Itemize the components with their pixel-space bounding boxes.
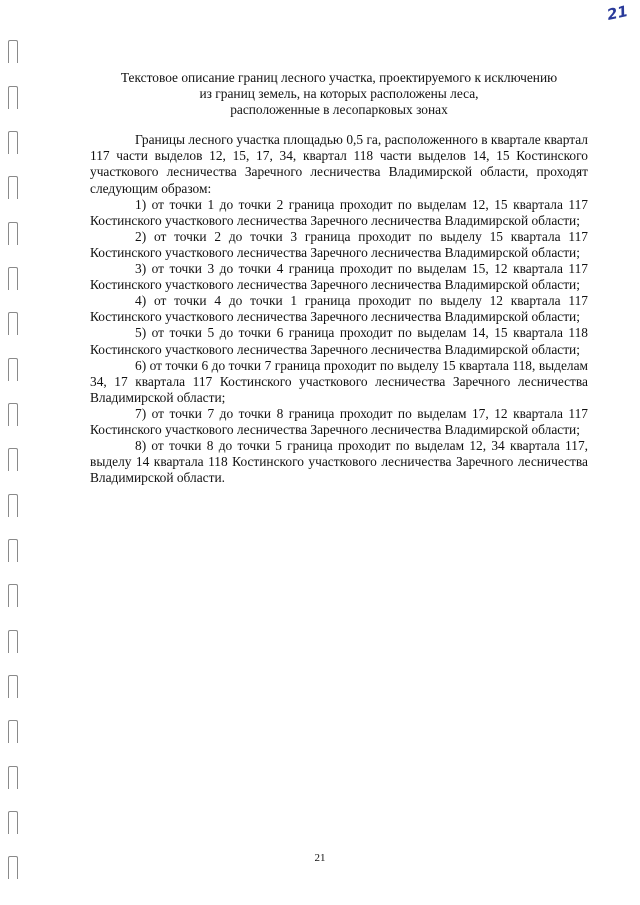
- title-line-2: из границ земель, на которых расположены леса,: [199, 86, 479, 102]
- title-line-3: расположенные в лесопарковых зонах: [230, 102, 448, 118]
- page-number: 21: [314, 852, 326, 864]
- binding-hole: [8, 86, 18, 109]
- boundary-item-2: 2) от точки 2 до точки 3 граница проходит по выделу 15 квартала 117 Костинского участкового лесничества Заречного лесничества Владимирской области;: [90, 228, 588, 260]
- binding-hole: [8, 312, 18, 335]
- document-title: [90, 70, 588, 118]
- binding-hole: [8, 675, 18, 698]
- binding-hole: [8, 539, 18, 562]
- boundary-item-8: 8) от точки 8 до точки 5 граница проходит по выделам 12, 34 квартала 117, выделу 14 квартала 118 Костинского участкового лесничества Заречного лесничества Владимирской области.: [90, 438, 588, 486]
- boundary-item-1: 1) от точки 1 до точки 2 граница проходит по выделам 12, 15 квартала 117 Костинского участкового лесничества Заречного лесничества Владимирской области;: [90, 196, 588, 228]
- binding-hole: [8, 448, 18, 471]
- handwritten-page-number: 21: [605, 2, 630, 24]
- title-line-1: Текстовое описание границ лесного участка, проектируемого к исключению: [120, 70, 558, 85]
- binding-hole: [8, 630, 18, 653]
- boundary-item-3: 3) от точки 3 до точки 4 граница проходит по выделам 15, 12 квартала 117 Костинского участкового лесничества Заречного лесничества Владимирской области;: [90, 261, 588, 293]
- binding-hole: [8, 40, 18, 63]
- boundary-item-5: 5) от точки 5 до точки 6 граница проходит по выделам 14, 15 квартала 118 Костинского участкового лесничества Заречного лесничества Владимирской области;: [90, 325, 588, 357]
- boundary-item-7: 7) от точки 7 до точки 8 граница проходит по выделам 17, 12 квартала 117 Костинского участкового лесничества Заречного лесничества Владимирской области;: [90, 405, 588, 437]
- document-body: [90, 70, 588, 486]
- intro-paragraph: Границы лесного участка площадью 0,5 га, расположенного в квартале квартал 117 части выделов 12, 15, 17, 34, квартал 118 части выделов 14, 15 Костинского участкового лесничества Заречного лесничества Владимирской области, проходят следующим образом:: [90, 132, 588, 196]
- binding-hole: [8, 494, 18, 517]
- binding-hole: [8, 403, 18, 426]
- binding-holes: [6, 0, 22, 905]
- binding-hole: [8, 267, 18, 290]
- binding-hole: [8, 720, 18, 743]
- binding-hole: [8, 222, 18, 245]
- binding-hole: [8, 131, 18, 154]
- binding-hole: [8, 811, 18, 834]
- binding-hole: [8, 358, 18, 381]
- binding-hole: [8, 176, 18, 199]
- binding-hole: [8, 584, 18, 607]
- binding-hole: [8, 766, 18, 789]
- boundary-item-6: 6) от точки 6 до точки 7 граница проходит по выделу 15 квартала 118, выделам 34, 17 квартала 117 Костинского участкового лесничества Заречного лесничества Владимирской области;: [90, 357, 588, 405]
- boundary-item-4: 4) от точки 4 до точки 1 граница проходит по выделу 12 квартала 117 Костинского участкового лесничества Заречного лесничества Владимирской области;: [90, 293, 588, 325]
